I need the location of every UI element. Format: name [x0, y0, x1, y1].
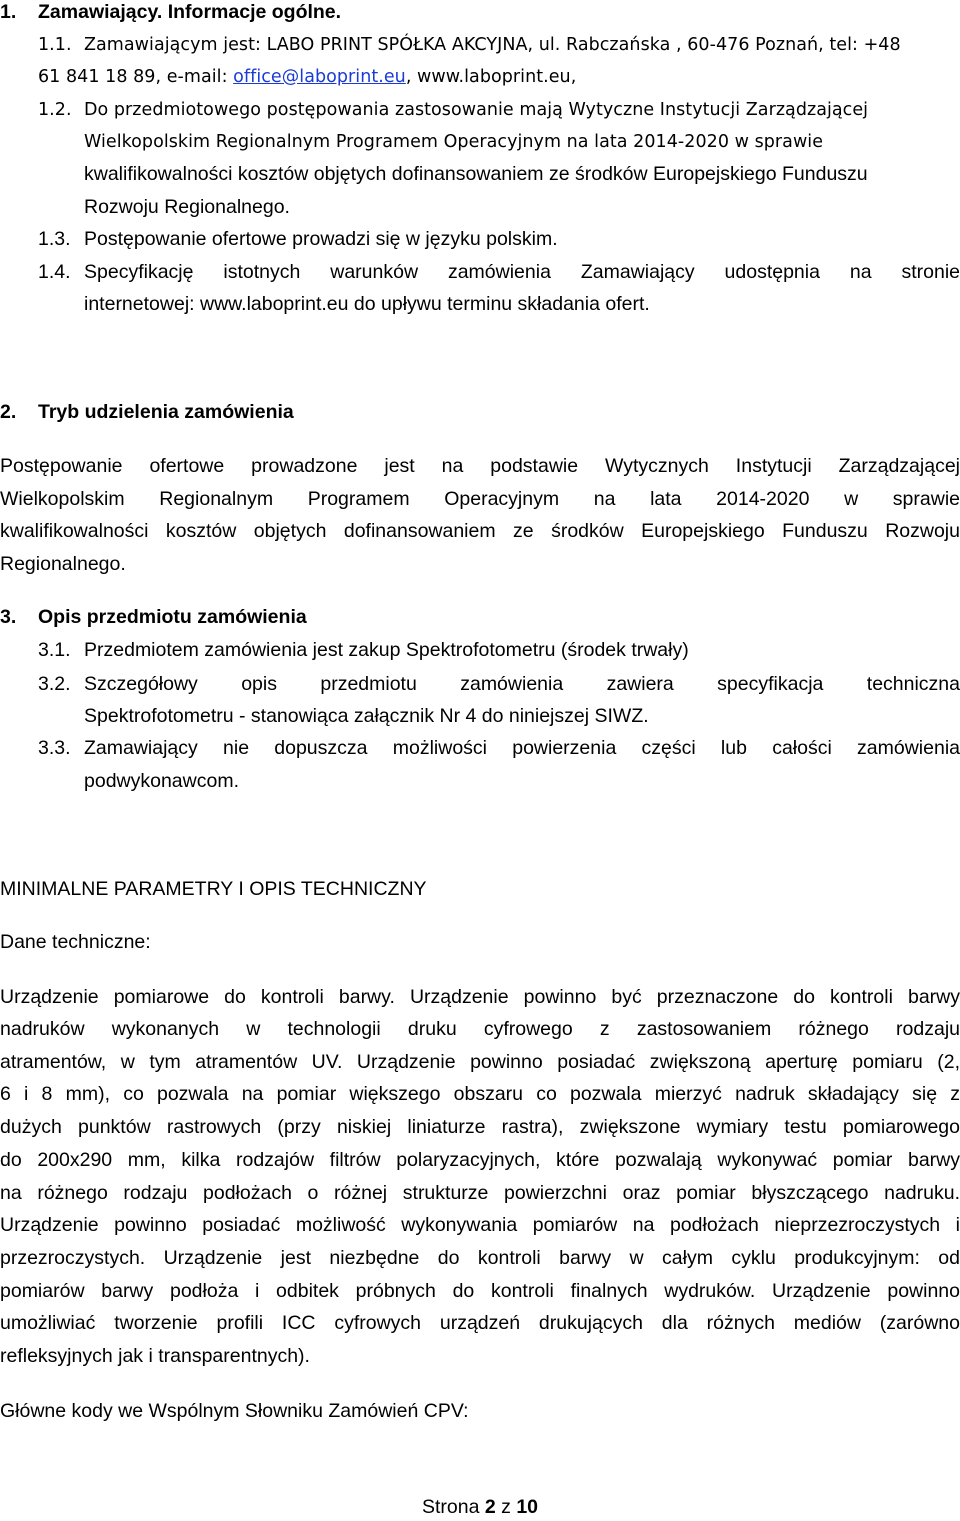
paragraph-line: Postępowanie ofertowe prowadzone jest na podstawie Wytycznych Instytucji Zarządzającej — [0, 455, 960, 477]
tech-paragraph-line: dużych punktów rastrowych (przy niskiej liniaturze rastra), zwiększone wymiary testu pomiarowego — [0, 1116, 960, 1138]
item-text-line: Do przedmiotowego postępowania zastosowanie mają Wytyczne Instytucji Zarządzającej — [84, 100, 869, 120]
item-number: 1.2. — [38, 100, 72, 120]
item-number: 1.1. — [38, 35, 72, 55]
section-number: 1. — [0, 1, 17, 23]
item-text-line: Zamawiający nie dopuszcza możliwości powierzenia części lub całości zamówienia — [84, 737, 960, 759]
section-number: 3. — [0, 606, 17, 628]
tech-paragraph-line: refleksyjnych jak i transparentnych). — [0, 1345, 310, 1367]
item-text-line: kwalifikowalności kosztów objętych dofinansowaniem ze środków Europejskiego Funduszu — [84, 163, 868, 185]
tech-paragraph-line: na różnego rodzaju podłożach o różnej strukturze powierzchni oraz pomiar błyszczącego nadruku. — [0, 1182, 960, 1204]
section-title: Zamawiający. Informacje ogólne. — [38, 1, 342, 23]
item-text-line: Postępowanie ofertowe prowadzi się w języku polskim. — [84, 228, 558, 250]
item-text-line: Wielkopolskim Regionalnym Programem Operacyjnym na lata 2014-2020 w sprawie — [84, 132, 824, 152]
item-number: 1.4. — [38, 261, 71, 283]
tech-paragraph-line: pomiarów barwy podłoża i odbitek próbnych do kontroli finalnych wydruków. Urządzenie powinno — [0, 1280, 960, 1302]
item-number: 3.2. — [38, 673, 71, 695]
tech-paragraph-line: do 200x290 mm, kilka rodzajów filtrów polaryzacyjnych, które pozwalają wykonywać pomiar barwy — [0, 1149, 960, 1171]
section-title: Opis przedmiotu zamówienia — [38, 606, 307, 628]
tech-paragraph-line: przezroczystych. Urządzenie jest niezbędne do kontroli barwy w całym cyklu produkcyjnym: od — [0, 1247, 960, 1269]
tech-paragraph-line: 6 i 8 mm), co pozwala na pomiar większego obszaru co pozwala mierzyć nadruk składający się z — [0, 1083, 960, 1105]
section-number: 2. — [0, 401, 17, 423]
total-pages-number: 10 — [516, 1496, 539, 1518]
cpv-heading: Główne kody we Wspólnym Słowniku Zamówień CPV: — [0, 1400, 469, 1422]
item-number: 3.3. — [38, 737, 71, 759]
tech-paragraph-line: Urządzenie pomiarowe do kontroli barwy. Urządzenie powinno być przeznaczone do kontroli barwy — [0, 986, 960, 1008]
tech-subheading: Dane techniczne: — [0, 931, 151, 953]
item-text-line: Przedmiotem zamówienia jest zakup Spektrofotometru (środek trwały) — [84, 639, 689, 661]
email-link[interactable]: office@laboprint.eu — [233, 67, 406, 87]
current-page-number: 2 — [484, 1496, 496, 1518]
tech-paragraph-line: umożliwiać tworzenie profili ICC cyfrowych urządzeń drukujących dla różnych mediów (zarówno — [0, 1312, 960, 1334]
paragraph-line: Regionalnego. — [0, 553, 126, 575]
item-text-line — [38, 61, 576, 94]
tech-paragraph-line: nadruków wykonanych w technologii druku cyfrowego z zastosowaniem różnego rodzaju — [0, 1018, 960, 1040]
footer-prefix: Strona — [421, 1496, 485, 1518]
item-text-line: Spektrofotometru - stanowiąca załącznik Nr 4 do niniejszej SIWZ. — [84, 705, 649, 727]
item-number: 1.3. — [38, 228, 71, 250]
paragraph-line: Wielkopolskim Regionalnym Programem Operacyjnym na lata 2014-2020 w sprawie — [0, 488, 960, 510]
paragraph-line: kwalifikowalności kosztów objętych dofinansowaniem ze środków Europejskiego Funduszu Rozwoju — [0, 520, 960, 542]
page-footer — [0, 1493, 960, 1521]
item-number: 3.1. — [38, 639, 71, 661]
item-text-line: podwykonawcom. — [84, 770, 239, 792]
item-text-line: Szczegółowy opis przedmiotu zamówienia zawiera specyfikacja techniczna — [84, 673, 960, 695]
footer-mid: z — [495, 1496, 517, 1518]
tech-paragraph-line: atramentów, w tym atramentów UV. Urządzenie powinno posiadać zwiększoną aperturę pomiaru (2, — [0, 1051, 960, 1073]
item-text-line: internetowej: www.laboprint.eu do upływu terminu składania ofert. — [84, 293, 650, 315]
tech-heading: MINIMALNE PARAMETRY I OPIS TECHNICZNY — [0, 878, 427, 900]
website-text: , www.laboprint.eu, — [405, 67, 577, 87]
contact-text: 61 841 18 89, e-mail: — [38, 67, 234, 87]
item-text-line: Rozwoju Regionalnego. — [84, 196, 290, 218]
section-title: Tryb udzielenia zamówienia — [38, 401, 294, 423]
item-text-line: Specyfikację istotnych warunków zamówienia Zamawiający udostępnia na stronie — [84, 261, 960, 283]
item-text-line: Zamawiającym jest: LABO PRINT SPÓŁKA AKCYJNA, ul. Rabczańska , 60-476 Poznań, tel: +48 — [84, 35, 901, 55]
tech-paragraph-line: Urządzenie powinno posiadać możliwość wykonywania pomiarów na podłożach nieprzezroczystych i — [0, 1214, 960, 1236]
